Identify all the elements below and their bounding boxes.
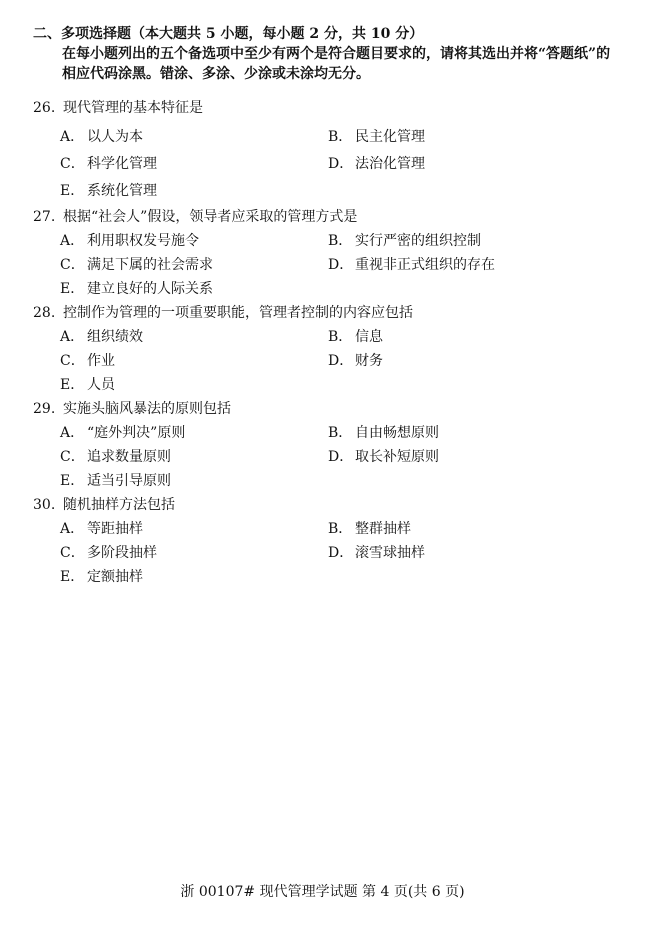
option-text: 以人为本 — [87, 129, 143, 145]
option-a — [60, 325, 328, 349]
option-a — [60, 229, 328, 253]
question-number: 30. — [33, 497, 56, 513]
question-text: 实施头脑风暴法的原则包括 — [63, 401, 231, 417]
option-text: 科学化管理 — [87, 156, 157, 172]
option-b — [328, 517, 596, 541]
question-28 — [33, 301, 623, 397]
option-text: 人员 — [87, 377, 115, 393]
option-text: 民主化管理 — [355, 129, 425, 145]
section-instruction: 在每小题列出的五个备选项中至少有两个是符合题目要求的，请将其选出并将“答题纸”的相应代码涂黑。错涂、多涂、少涂或未涂均无分。 — [62, 46, 611, 82]
question-text: 现代管理的基本特征是 — [63, 100, 203, 116]
question-number: 27. — [33, 209, 56, 225]
option-text: 滚雪球抽样 — [355, 545, 425, 561]
option-list — [33, 325, 623, 397]
option-list — [33, 517, 623, 589]
option-letter: C． — [60, 353, 85, 369]
option-b — [328, 229, 596, 253]
page-footer: 浙 00107# 现代管理学试题 第 4 页(共 6 页) — [180, 884, 465, 900]
option-letter: D． — [328, 257, 354, 273]
question-number: 29. — [33, 401, 56, 417]
section-header — [33, 24, 623, 84]
option-d — [328, 541, 596, 565]
option-letter: E． — [60, 473, 85, 489]
question-stem — [33, 397, 623, 421]
question-text: 随机抽样方法包括 — [63, 497, 175, 513]
option-text: 定额抽样 — [87, 569, 143, 585]
option-c — [60, 253, 328, 277]
question-text: 控制作为管理的一项重要职能，管理者控制的内容应包括 — [63, 305, 413, 321]
option-b — [328, 325, 596, 349]
question-stem — [33, 493, 623, 517]
option-text: “庭外判决”原则 — [87, 425, 186, 441]
option-list — [33, 421, 623, 493]
option-text: 适当引导原则 — [87, 473, 171, 489]
option-letter: A． — [60, 521, 85, 537]
question-number: 28. — [33, 305, 56, 321]
option-letter: E． — [60, 569, 85, 585]
option-letter: C． — [60, 449, 85, 465]
option-list — [33, 124, 623, 205]
option-e — [60, 565, 328, 589]
question-number: 26. — [33, 100, 56, 116]
option-d — [328, 445, 596, 469]
question-text: 根据“社会人”假设，领导者应采取的管理方式是 — [63, 209, 358, 225]
option-letter: D． — [328, 353, 354, 369]
option-list — [33, 229, 623, 301]
option-letter: A． — [60, 129, 85, 145]
option-e — [60, 277, 328, 301]
option-e — [60, 373, 328, 397]
option-letter: B． — [328, 129, 353, 145]
question-30 — [33, 493, 623, 589]
option-text: 满足下属的社会需求 — [87, 257, 213, 273]
option-c — [60, 541, 328, 565]
option-a — [60, 517, 328, 541]
option-a — [60, 124, 328, 151]
question-list — [33, 96, 623, 589]
question-26 — [33, 96, 623, 205]
option-text: 多阶段抽样 — [87, 545, 157, 561]
option-b — [328, 124, 596, 151]
option-letter: A． — [60, 329, 85, 345]
section-title: 二、多项选择题（本大题共 5 小题，每小题 2 分，共 10 分） — [33, 26, 424, 42]
option-letter: B． — [328, 233, 353, 249]
option-letter: C． — [60, 257, 85, 273]
option-letter: D． — [328, 545, 354, 561]
option-text: 整群抽样 — [355, 521, 411, 537]
option-text: 利用职权发号施令 — [87, 233, 199, 249]
option-text: 财务 — [355, 353, 383, 369]
option-letter: B． — [328, 425, 353, 441]
option-d — [328, 253, 596, 277]
option-text: 系统化管理 — [87, 183, 157, 199]
option-c — [60, 445, 328, 469]
option-e — [60, 469, 328, 493]
option-c — [60, 151, 328, 178]
option-letter: A． — [60, 233, 85, 249]
option-letter: E． — [60, 183, 85, 199]
option-letter: C． — [60, 545, 85, 561]
option-letter: D． — [328, 449, 354, 465]
option-letter: C． — [60, 156, 85, 172]
option-e — [60, 178, 328, 205]
option-text: 追求数量原则 — [87, 449, 171, 465]
option-letter: B． — [328, 329, 353, 345]
option-text: 自由畅想原则 — [355, 425, 439, 441]
option-text: 组织绩效 — [87, 329, 143, 345]
option-d — [328, 151, 596, 178]
option-text: 信息 — [355, 329, 383, 345]
option-letter: E． — [60, 281, 85, 297]
option-a — [60, 421, 328, 445]
option-text: 法治化管理 — [355, 156, 425, 172]
option-letter: D． — [328, 156, 354, 172]
option-text: 等距抽样 — [87, 521, 143, 537]
question-29 — [33, 397, 623, 493]
question-stem — [33, 96, 623, 120]
option-text: 建立良好的人际关系 — [87, 281, 213, 297]
option-b — [328, 421, 596, 445]
question-stem — [33, 301, 623, 325]
option-text: 实行严密的组织控制 — [355, 233, 481, 249]
option-text: 作业 — [87, 353, 115, 369]
option-d — [328, 349, 596, 373]
question-stem — [33, 205, 623, 229]
option-letter: B． — [328, 521, 353, 537]
option-letter: A． — [60, 425, 85, 441]
question-27 — [33, 205, 623, 301]
option-letter: E． — [60, 377, 85, 393]
option-c — [60, 349, 328, 373]
option-text: 取长补短原则 — [355, 449, 439, 465]
option-text: 重视非正式组织的存在 — [355, 257, 495, 273]
